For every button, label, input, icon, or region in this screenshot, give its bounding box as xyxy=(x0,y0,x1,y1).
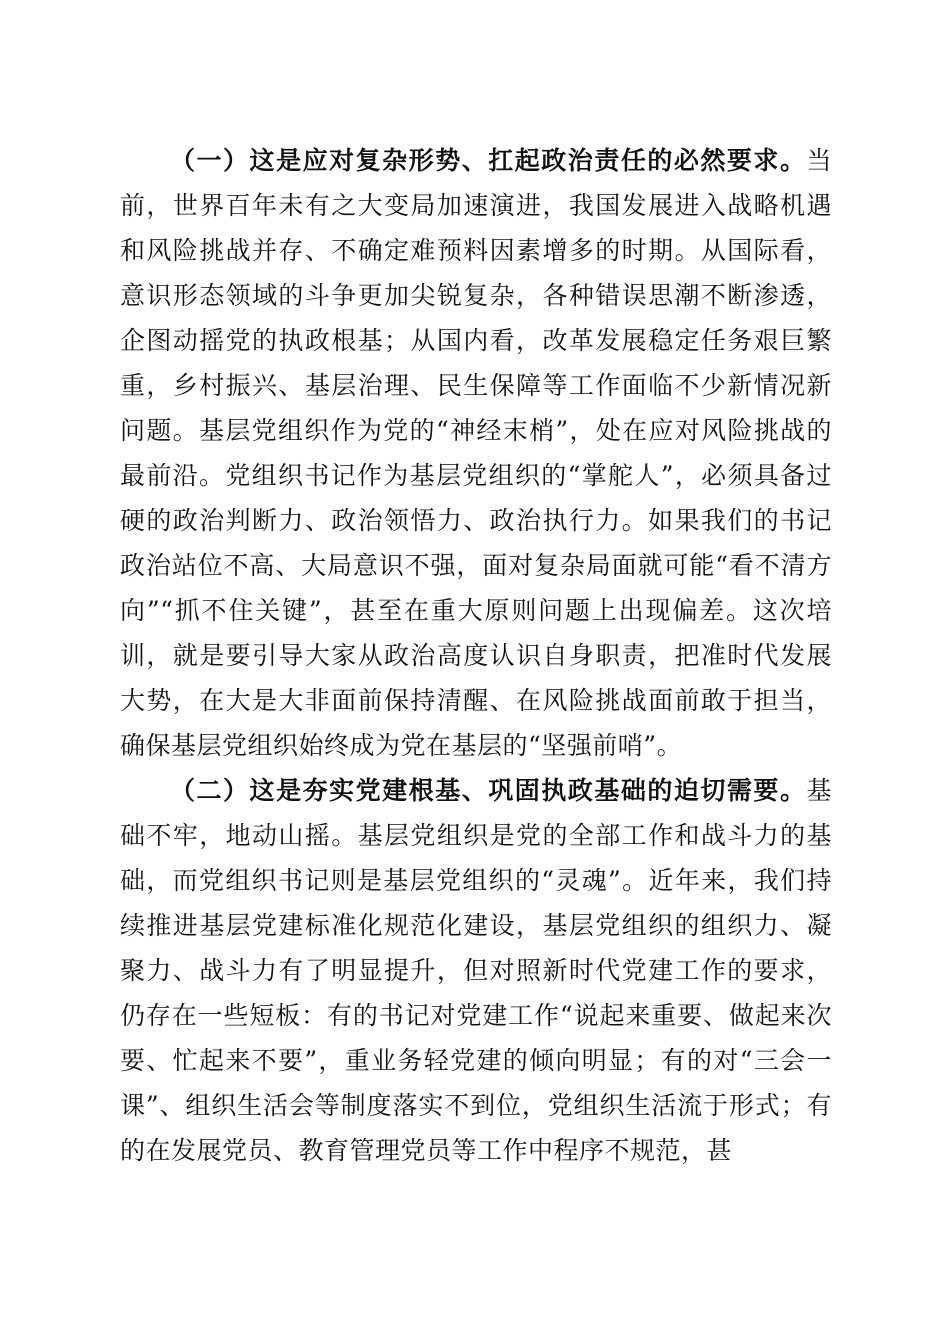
paragraph-1 xyxy=(120,138,832,768)
paragraph-2-heading: （二）这是夯实党建根基、巩固执政基础的迫切需要。 xyxy=(170,776,807,805)
paragraph-1-text: 当前，世界百年未有之大变局加速演进，我国发展进入战略机遇和风险挑战并存、不确定难预料因素增多的时期。从国际看，意识形态领域的斗争更加尖锐复杂，各种错误思潮不断渗透，企图动摇党的执政根基；从国内看，改革发展稳定任务艰巨繁重，乡村振兴、基层治理、民生保障等工作面临不少新情况新问题。基层党组织作为党的“神经末梢”，处在应对风险挑战的最前沿。党组织书记作为基层党组织的“掌舵人”，必须具备过硬的政治判断力、政治领悟力、政治执行力。如果我们的书记政治站位不高、大局意识不强，面对复杂局面就可能“看不清方向”“抓不住关键”，甚至在重大原则问题上出现偏差。这次培训，就是要引导大家从政治高度认识自身职责，把准时代发展大势，在大是大非面前保持清醒、在风险挑战面前敢于担当，确保基层党组织始终成为党在基层的“坚强前哨”。 xyxy=(120,146,832,760)
document-body xyxy=(120,138,832,1173)
paragraph-1-heading: （一）这是应对复杂形势、扛起政治责任的必然要求。 xyxy=(170,146,807,175)
paragraph-2 xyxy=(120,768,832,1173)
paragraph-2-text: 基础不牢，地动山摇。基层党组织是党的全部工作和战斗力的基础，而党组织书记则是基层党组织的“灵魂”。近年来，我们持续推进基层党建标准化规范化建设，基层党组织的组织力、凝聚力、战斗力有了明显提升，但对照新时代党建工作的要求，仍存在一些短板：有的书记对党建工作“说起来重要、做起来次要、忙起来不要”，重业务轻党建的倾向明显；有的对“三会一课”、组织生活会等制度落实不到位，党组织生活流于形式；有的在发展党员、教育管理党员等工作中程序不规范，甚 xyxy=(120,776,832,1165)
